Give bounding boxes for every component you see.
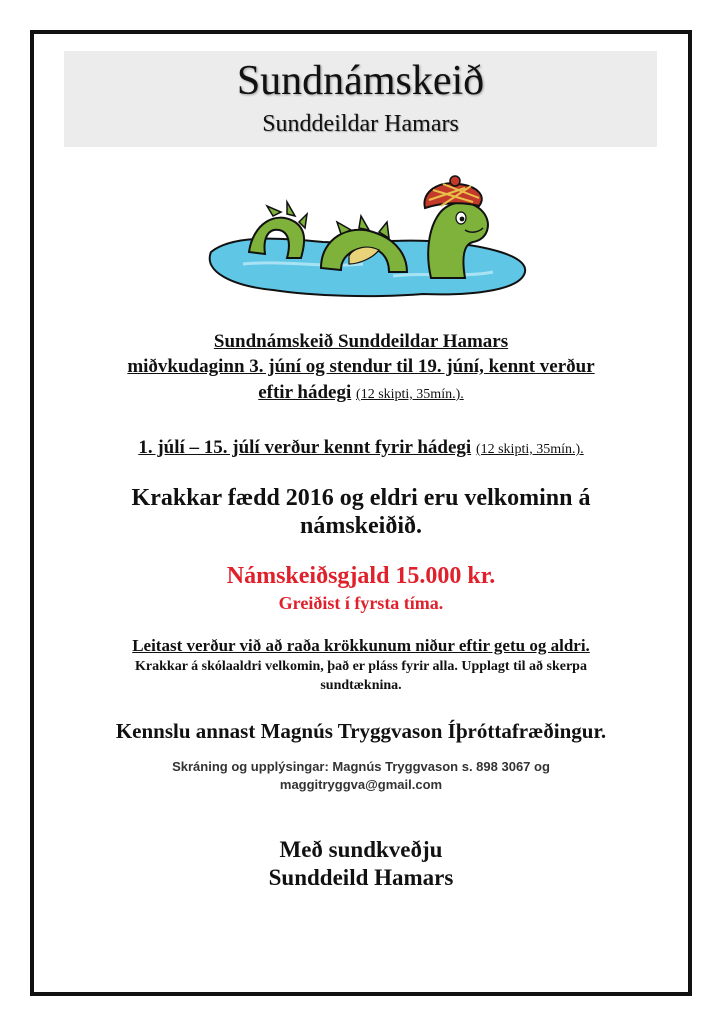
sea-serpent-icon [203, 172, 533, 308]
course-fee: Námskeiðsgjald 15.000 kr. [226, 563, 496, 589]
page-title: Sundnámskeið [236, 58, 485, 104]
session-two-text: 1. júlí – 15. júlí verður kennt fyrir hádegi [138, 437, 472, 458]
kids-line-1: Krakkar fædd 2016 og eldri eru velkominn á [131, 485, 591, 511]
signoff-greeting: Með sundkveðju [279, 837, 443, 862]
title-banner [64, 51, 657, 147]
session-two-note: (12 skipti, 35mín.). [475, 442, 584, 457]
grouping-headline: Leitast verður við að raða krökkunum niður eftir getu og aldri. [132, 636, 590, 655]
grouping-line-1: Krakkar á skólaaldri velkomin, það er pláss fyrir alla. Upplagt til að skerpa [135, 659, 587, 674]
contact-email: maggitryggva@gmail.com [279, 777, 443, 792]
intro-afternoon: eftir hádegi [258, 382, 352, 403]
grouping-line-2: sundtæknina. [320, 678, 402, 693]
intro-line-2: miðvkudaginn 3. júní og stendur til 19. júní, kennt verður [127, 356, 595, 377]
page-subtitle: Sunddeildar Hamars [262, 111, 459, 137]
instructor-info: Kennslu annast Magnús Tryggvason Íþróttafræðingur. [115, 719, 607, 743]
intro-line-1: Sundnámskeið Sunddeildar Hamars [213, 331, 509, 352]
signoff-club: Sunddeild Hamars [268, 865, 454, 890]
payment-note: Greiðist í fyrsta tíma. [278, 593, 444, 613]
session-two [40, 436, 682, 462]
kids-line-2: námskeiðið. [299, 513, 422, 539]
intro-line-3 [40, 381, 682, 407]
contact-line-1: Skráning og upplýsingar: Magnús Tryggvason s. 898 3067 og [172, 759, 550, 774]
intro-note: (12 skipti, 35mín.). [356, 387, 464, 402]
